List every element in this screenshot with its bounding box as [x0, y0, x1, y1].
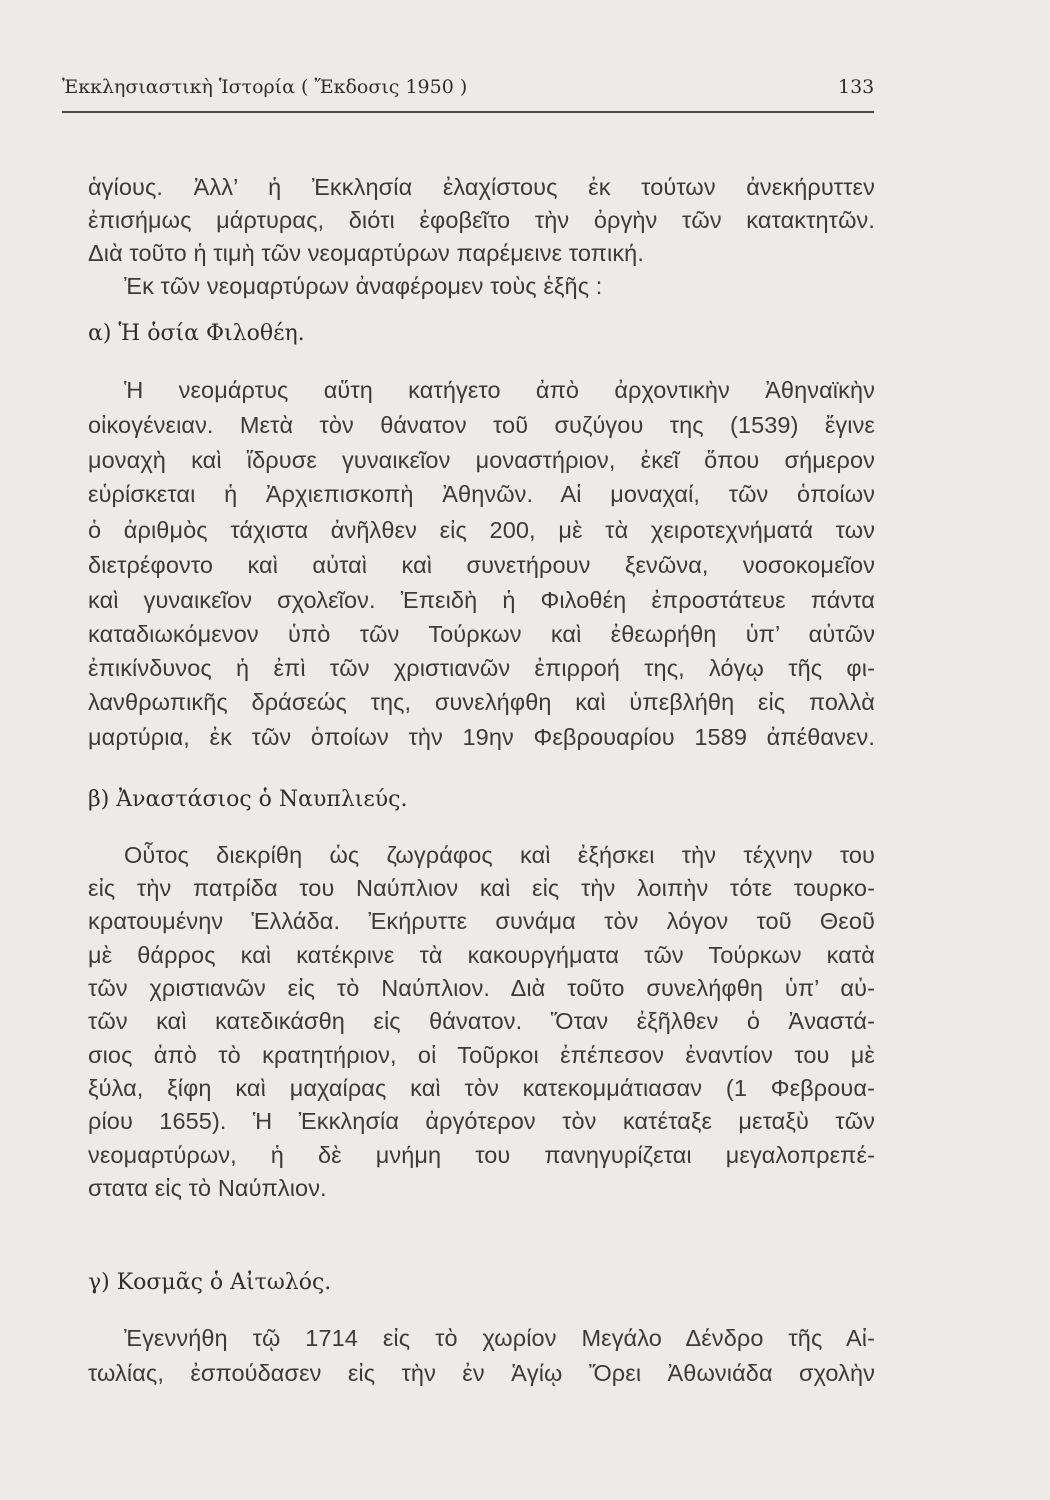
text-line: ρίου 1655). Ἡ Ἐκκλησία ἀργότερον τὸν κατέταξε μεταξὺ τῶν [88, 1108, 875, 1134]
text-line: μοναχὴ καὶ ἵδρυσε γυναικεῖον μοναστήριον, ἐκεῖ ὅπου σήμερον [88, 447, 875, 473]
text-line: ξύλα, ξίφη καὶ μαχαίρας καὶ τὸν κατεκομμάτιασαν (1 Φεβρουα- [88, 1075, 875, 1101]
text-line: τῶν καὶ κατεδικάσθη εἰς θάνατον. Ὅταν ἐξῆλθεν ὁ Ἀναστά- [88, 1008, 875, 1034]
header-rule [62, 111, 874, 113]
text-line: ἐπικίνδυνος ἡ ἐπὶ τῶν χριστιανῶν ἐπιρροή της, λόγῳ τῆς φι- [88, 655, 875, 681]
text-line: ἁγίους. Ἀλλ’ ἡ Ἐκκλησία ἐλαχίστους ἐκ τούτων ἀνεκήρυττεν [88, 174, 875, 200]
text-line: Ἐγεννήθη τῷ 1714 εἰς τὸ χωρίον Μεγάλο Δένδρο τῆς Αἰ- [124, 1325, 875, 1351]
text-line: ὁ ἀριθμὸς τάχιστα ἀνῆλθεν εἰς 200, μὲ τὰ χειροτεχνήματά των [88, 517, 875, 543]
text-line: καταδιωκόμενον ὑπὸ τῶν Τούρκων καὶ ἐθεωρήθη ὑπ’ αὐτῶν [88, 621, 875, 647]
text-line: εἰς τὴν πατρίδα του Ναύπλιον καὶ εἰς τὴν λοιπὴν τότε τουρκο- [88, 875, 875, 901]
section-heading: β) Ἀναστάσιος ὁ Ναυπλιεύς. [88, 787, 408, 812]
text-line: στατα εἰς τὸ Ναύπλιον. [88, 1175, 327, 1201]
section-heading: α) Ἡ ὁσία Φιλοθέη. [88, 321, 305, 346]
text-line: σιος ἀπὸ τὸ κρατητήριον, οἱ Τοῦρκοι ἐπέπεσον ἐναντίον του μὲ [88, 1042, 875, 1068]
text-line: καὶ γυναικεῖον σχολεῖον. Ἐπειδὴ ἡ Φιλοθέη ἐπροστάτευε πάντα [88, 587, 875, 613]
text-line: μὲ θάρρος καὶ κατέκρινε τὰ κακουργήματα τῶν Τούρκων κατὰ [88, 942, 875, 968]
text-line: κρατουμένην Ἑλλάδα. Ἐκήρυττε συνάμα τὸν λόγον τοῦ Θεοῦ [88, 908, 875, 934]
text-line: διετρέφοντο καὶ αὐταὶ καὶ συνετήρουν ξενῶνα, νοσοκομεῖον [88, 552, 875, 578]
text-line: Ἡ νεομάρτυς αὕτη κατήγετο ἀπὸ ἀρχοντικὴν Ἀθηναϊκὴν [124, 377, 875, 403]
header-title: Ἐκκλησιαστικὴ Ἱστορία ( Ἔκδοσις 1950 ) [62, 76, 468, 98]
section-heading: γ) Κοσμᾶς ὁ Αἰτωλός. [88, 1270, 332, 1295]
text-line: ἐπισήμως μάρτυρας, διότι ἐφοβεῖτο τὴν ὀργὴν τῶν κατακτητῶν. [88, 207, 875, 233]
text-line: Οὗτος διεκρίθη ὡς ζωγράφος καὶ ἐξήσκει τὴν τέχνην του [124, 842, 875, 868]
text-line: τῶν χριστιανῶν εἰς τὸ Ναύπλιον. Διὰ τοῦτο συνελήφθη ὑπ’ αὐ- [88, 975, 875, 1001]
text-line: τωλίας, ἐσπούδασεν εἰς τὴν ἐν Ἁγίῳ Ὄρει Ἀθωνιάδα σχολὴν [88, 1360, 875, 1386]
text-line: μαρτύρια, ἐκ τῶν ὁποίων τὴν 19ην Φεβρουαρίου 1589 ἀπέθανεν. [88, 724, 875, 750]
text-line: Διὰ τοῦτο ἡ τιμὴ τῶν νεομαρτύρων παρέμεινε τοπική. [88, 240, 644, 266]
text-line: λανθρωπικῆς δράσεώς της, συνελήφθη καὶ ὑπεβλήθη εἰς πολλὰ [88, 689, 875, 715]
text-line: οἰκογένειαν. Μετὰ τὸν θάνατον τοῦ συζύγου της (1539) ἔγινε [88, 412, 875, 438]
text-line: νεομαρτύρων, ἡ δὲ μνήμη του πανηγυρίζεται μεγαλοπρεπέ- [88, 1142, 875, 1168]
text-line: εὑρίσκεται ἡ Ἀρχιεπισκοπὴ Ἀθηνῶν. Αἱ μοναχαί, τῶν ὁποίων [88, 481, 875, 507]
text-line: Ἐκ τῶν νεομαρτύρων ἀναφέρομεν τοὺς ἑξῆς : [124, 273, 603, 299]
page-number: 133 [838, 76, 875, 98]
